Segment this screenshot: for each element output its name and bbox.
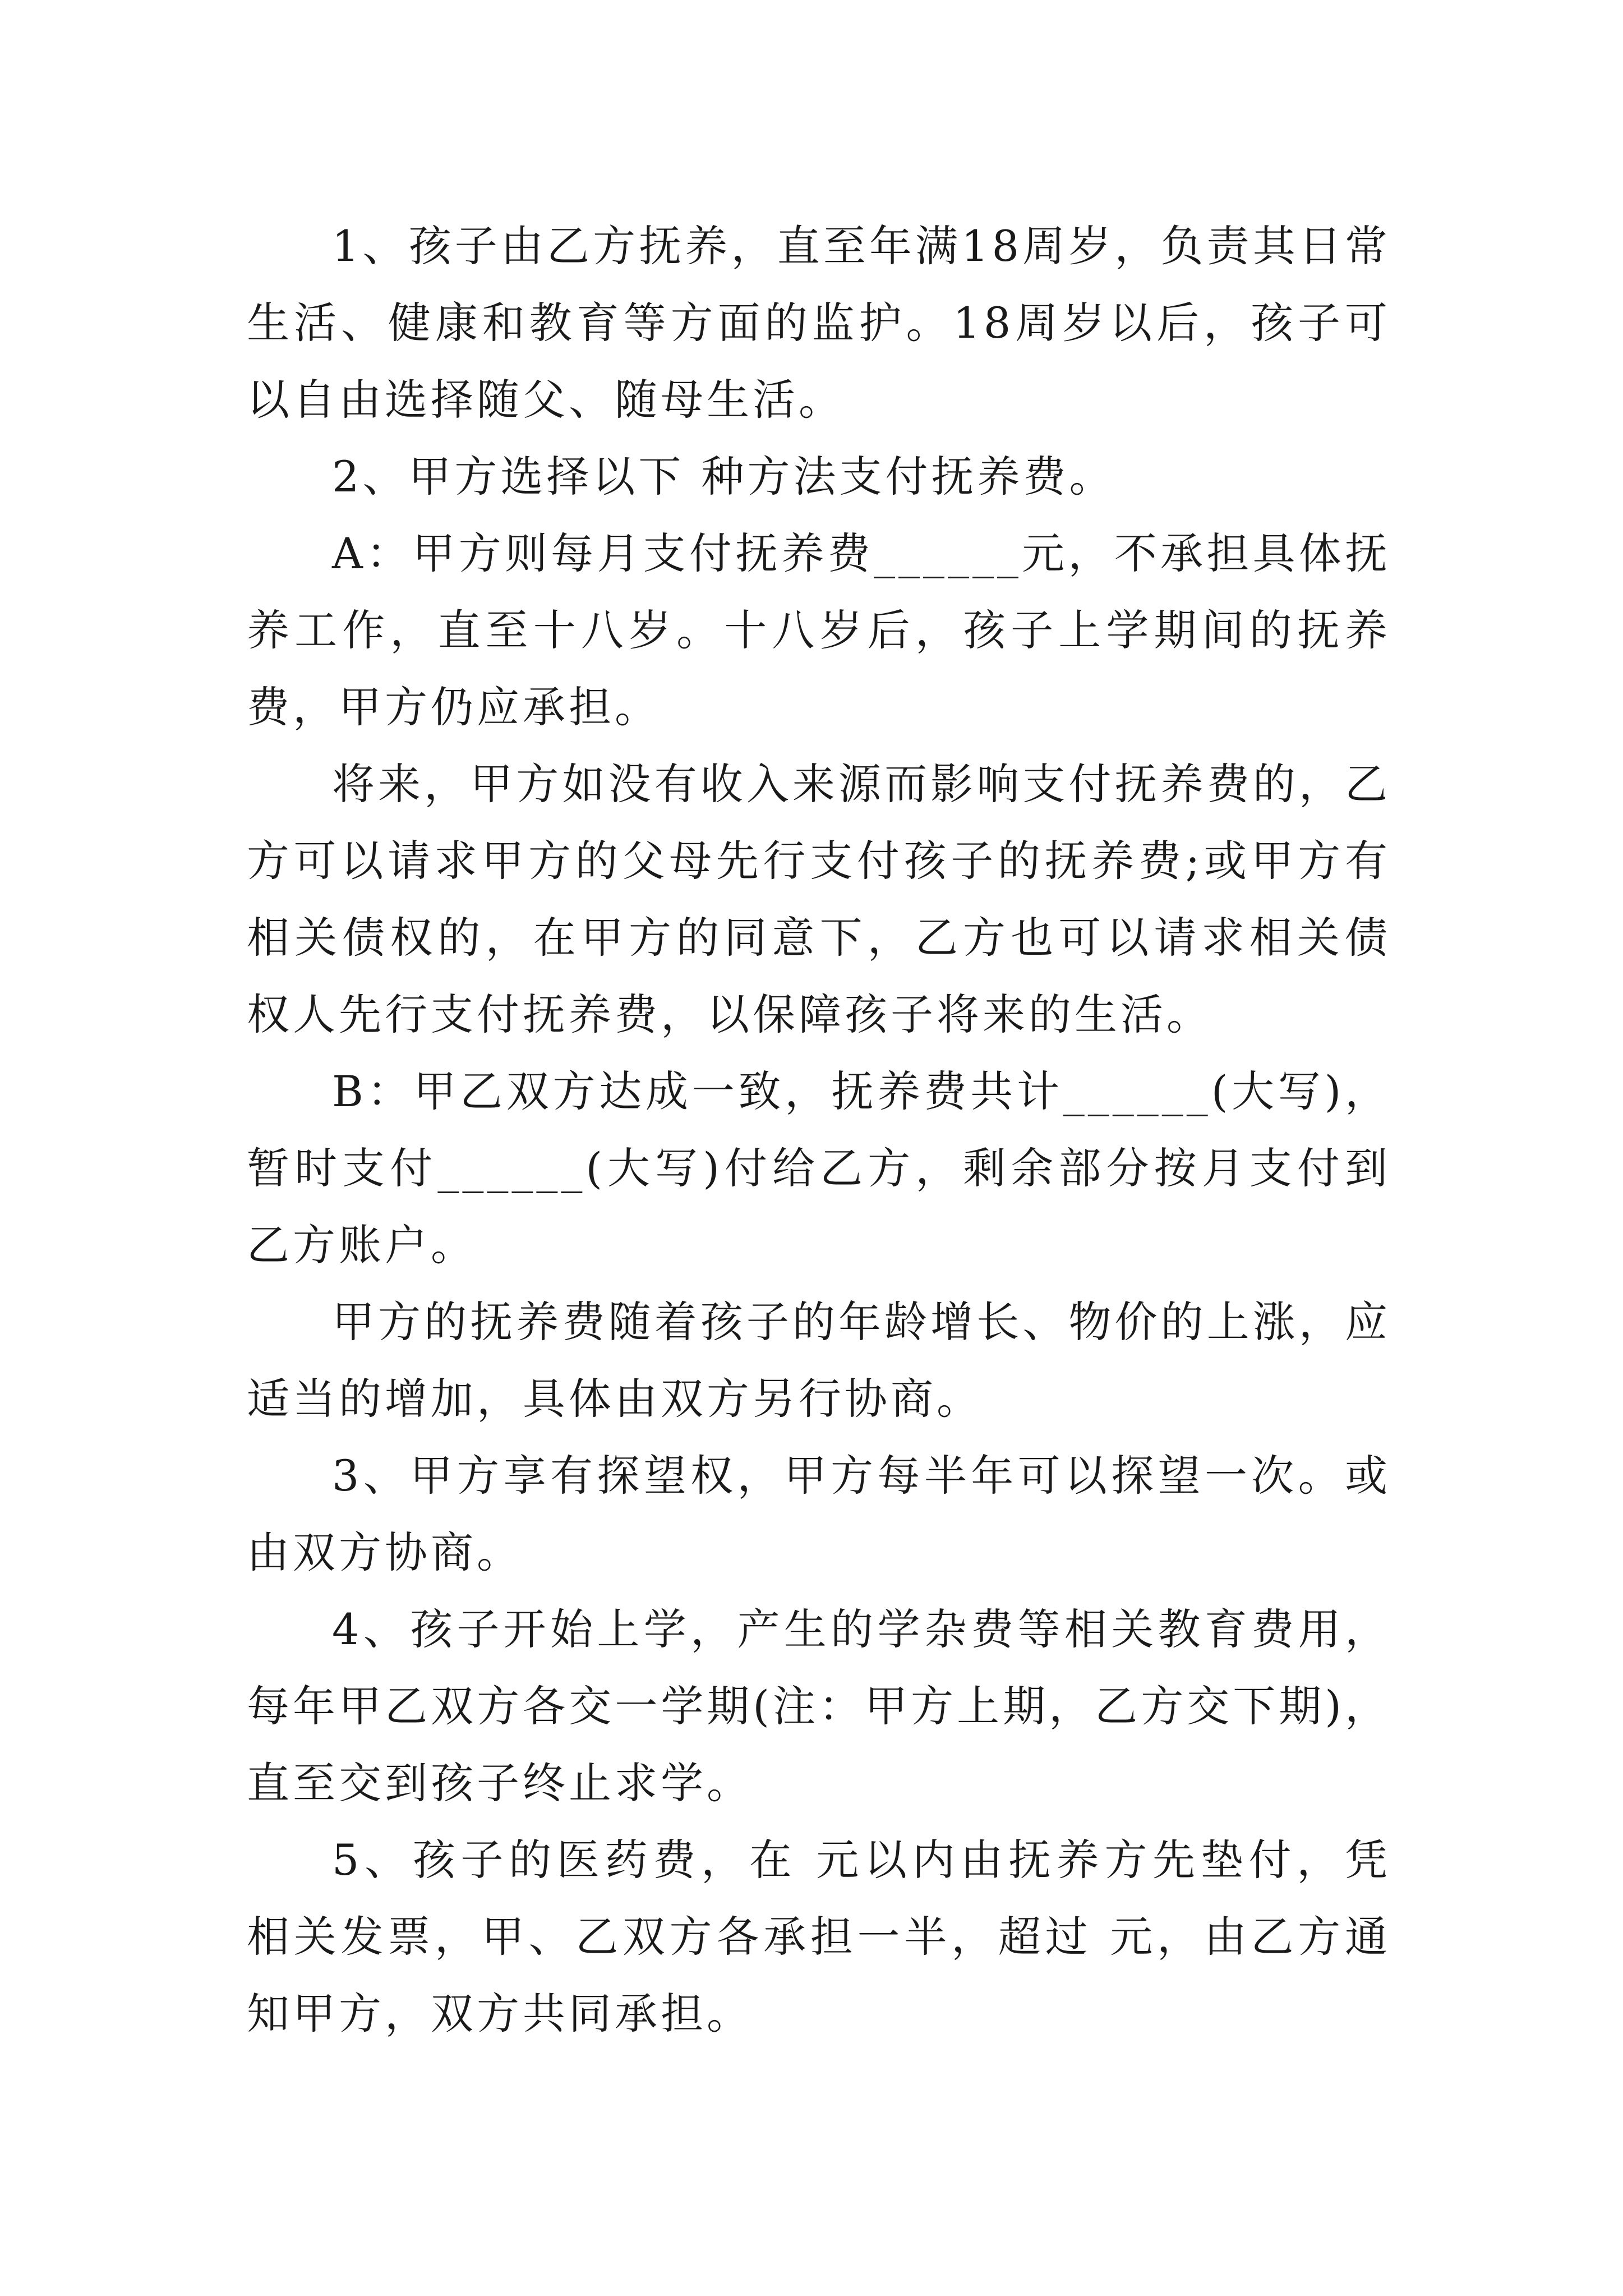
- paragraph-custody: 1、孩子由乙方抚养，直至年满18周岁，负责其日常生活、健康和教育等方面的监护。18周岁以后，孩子可以自由选择随父、随母生活。: [247, 221, 1391, 425]
- paragraph-payment-method: 2、甲方选择以下 种方法支付抚养费。: [332, 452, 1115, 501]
- paragraph-education-fees: 4、孩子开始上学，产生的学杂费等相关教育费用，每年甲乙双方各交一学期(注：甲方上期，乙方交下期)，直至交到孩子终止求学。: [247, 1604, 1391, 1808]
- document-body: [247, 208, 1391, 2052]
- paragraph-option-b: B：甲乙双方达成一致，抚养费共计______(大写)，暂时支付______(大写)付给乙方，剩余部分按月支付到乙方账户。: [247, 1066, 1391, 1270]
- paragraph-option-a: A：甲方则每月支付抚养费______元，不承担具体抚养工作，直至十八岁。十八岁后，孩子上学期间的抚养费，甲方仍应承担。: [247, 528, 1391, 732]
- paragraph-visitation: 3、甲方享有探望权，甲方每半年可以探望一次。或由双方协商。: [247, 1451, 1391, 1577]
- paragraph-future-income: 将来，甲方如没有收入来源而影响支付抚养费的，乙方可以请求甲方的父母先行支付孩子的抚养费;或甲方有相关债权的，在甲方的同意下，乙方也可以请求相关债权人先行支付抚养费，以保障孩子将来的生活。: [247, 759, 1391, 1039]
- paragraph-fee-increase: 甲方的抚养费随着孩子的年龄增长、物价的上涨，应适当的增加，具体由双方另行协商。: [247, 1297, 1391, 1424]
- paragraph-medical-fees: 5、孩子的医药费，在 元以内由抚养方先垫付，凭相关发票，甲、乙双方各承担一半，超过 元，由乙方通知甲方，双方共同承担。: [247, 1835, 1391, 2039]
